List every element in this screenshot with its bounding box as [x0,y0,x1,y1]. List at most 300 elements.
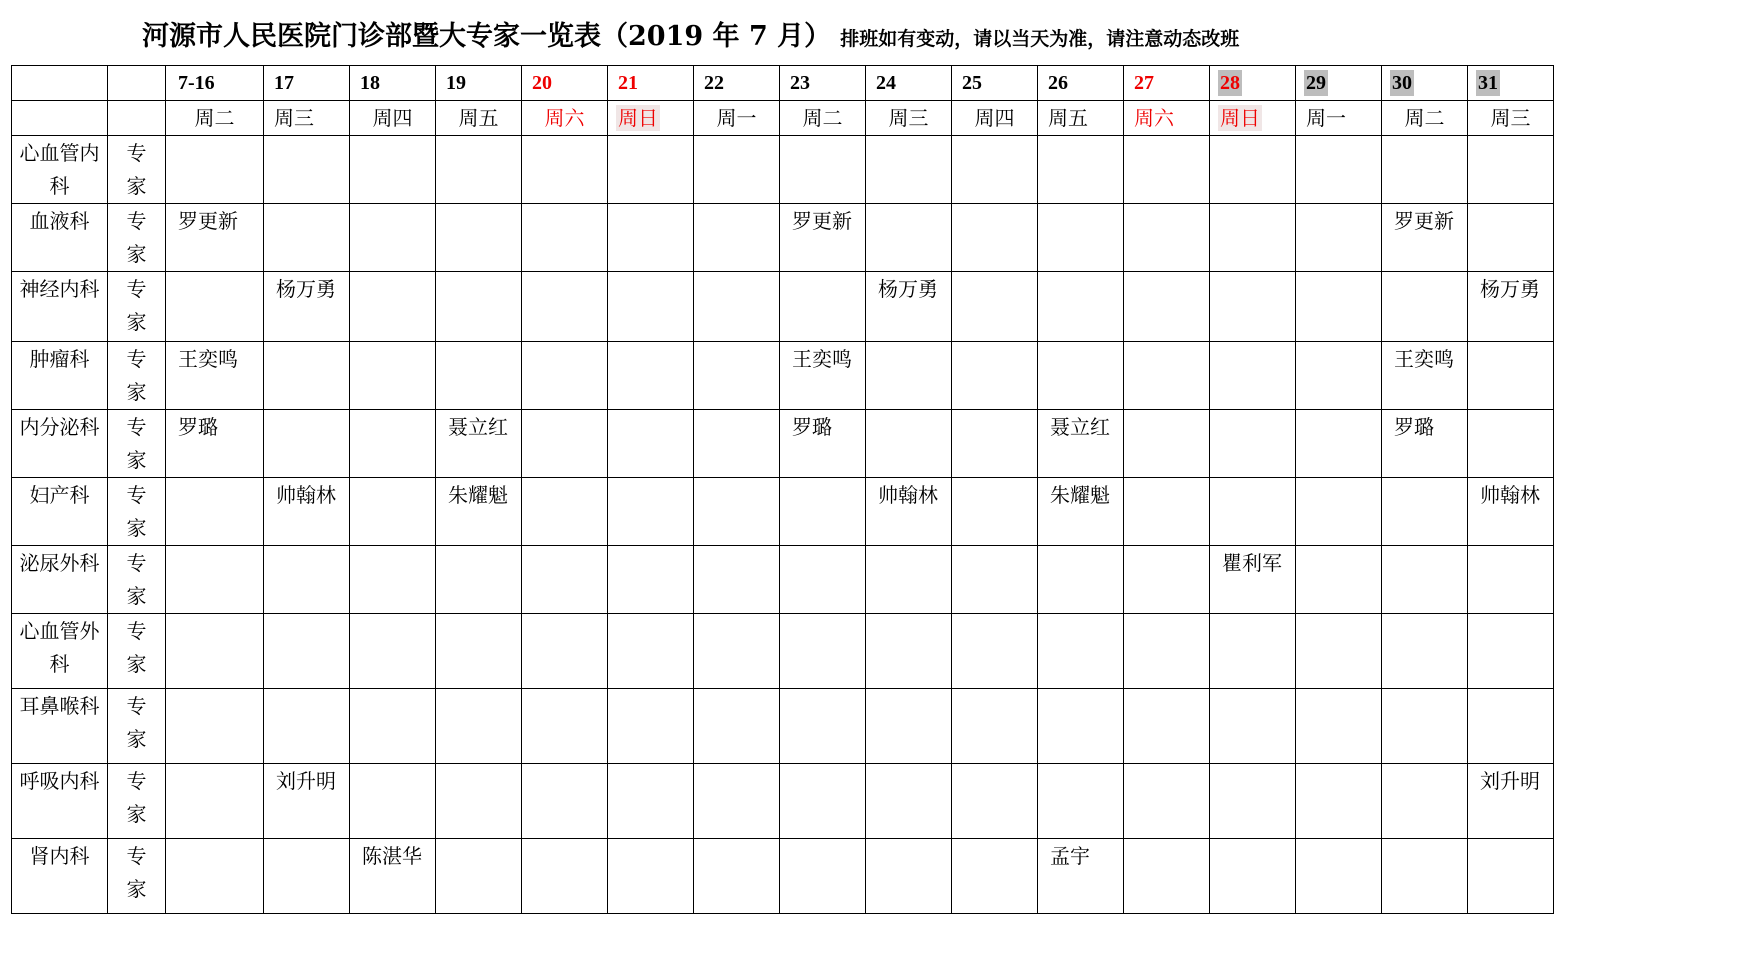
schedule-cell [694,614,780,689]
doctor-name: 朱耀魁 [448,483,508,507]
department-name: 肾内科 [29,844,90,868]
clinic-type-label: 专家 [126,347,147,404]
department-name: 心血管外科 [19,619,100,676]
schedule-cell [1382,478,1468,546]
schedule-cell [264,342,350,410]
schedule-cell [1382,342,1468,410]
schedule-cell [1210,272,1296,342]
schedule-cell [608,546,694,614]
department-cell [12,272,108,342]
doctor-name: 陈湛华 [362,844,422,868]
schedule-cell [264,136,350,204]
schedule-cell [1038,839,1124,914]
schedule-cell [1382,272,1468,342]
schedule-cell [166,839,264,914]
schedule-cell [350,764,436,839]
doctor-name: 罗更新 [792,209,852,233]
doctor-name: 杨万勇 [276,277,336,301]
weekday-header-cell [436,101,522,136]
schedule-cell [608,342,694,410]
date-header-cell [350,66,436,101]
schedule-cell [866,689,952,764]
schedule-cell [1038,764,1124,839]
department-name: 耳鼻喉科 [19,694,100,718]
clinic-type-cell [108,204,166,272]
table-row [12,136,1554,204]
date-label: 28 [1220,72,1240,94]
weekday-header-cell [1038,101,1124,136]
schedule-cell [608,764,694,839]
doctor-name: 聂立红 [1050,415,1110,439]
schedule-cell [1468,204,1554,272]
schedule-cell [780,342,866,410]
schedule-cell [952,342,1038,410]
date-label: 22 [704,72,724,94]
weekday-label: 周六 [1134,106,1174,130]
table-row [12,272,1554,342]
clinic-type-label: 专家 [126,694,147,751]
weekday-label: 周二 [1404,106,1445,130]
date-header-cell [780,66,866,101]
clinic-type-cell [108,342,166,410]
weekday-label: 周日 [618,106,658,130]
schedule-cell [436,204,522,272]
table-row [12,614,1554,689]
schedule-cell [1124,410,1210,478]
schedule-cell [264,689,350,764]
weekday-header-cell [264,101,350,136]
clinic-type-label: 专家 [126,415,147,472]
clinic-type-label: 专家 [126,551,147,608]
clinic-type-label: 专家 [126,141,147,198]
schedule-cell [350,478,436,546]
schedule-cell [522,136,608,204]
date-label: 29 [1306,72,1326,94]
schedule-cell [1382,689,1468,764]
schedule-cell [264,839,350,914]
schedule-cell [166,410,264,478]
table-row [12,546,1554,614]
weekday-header-cell [1210,101,1296,136]
schedule-cell [952,136,1038,204]
department-cell [12,136,108,204]
schedule-cell [780,614,866,689]
schedule-cell [1468,136,1554,204]
schedule-cell [866,764,952,839]
date-label: 30 [1392,72,1412,94]
doctor-name: 瞿利军 [1222,551,1282,575]
schedule-cell [1124,136,1210,204]
schedule-cell [1382,614,1468,689]
department-cell [12,478,108,546]
table-row [12,764,1554,839]
doctor-name: 帅翰林 [1480,483,1540,507]
schedule-cell [866,204,952,272]
date-header-cell [608,66,694,101]
weekday-label: 周三 [1490,106,1531,130]
doctor-name: 帅翰林 [276,483,336,507]
schedule-cell [1210,839,1296,914]
schedule-cell [780,272,866,342]
schedule-cell [350,839,436,914]
schedule-cell [436,410,522,478]
weekday-header-cell [1382,101,1468,136]
schedule-cell [1124,478,1210,546]
schedule-cell [1296,342,1382,410]
schedule-cell [1468,614,1554,689]
date-label: 19 [446,72,466,94]
schedule-cell [166,614,264,689]
schedule-cell [350,410,436,478]
schedule-cell [1038,614,1124,689]
schedule-cell [608,136,694,204]
table-row [12,689,1554,764]
schedule-cell [780,546,866,614]
date-header-cell [1382,66,1468,101]
date-label: 21 [618,72,638,94]
clinic-type-label: 专家 [126,277,147,334]
schedule-cell [694,272,780,342]
schedule-cell [608,614,694,689]
date-header-cell [436,66,522,101]
weekday-label: 周三 [274,106,314,130]
weekday-header-cell [1296,101,1382,136]
schedule-cell [1296,546,1382,614]
schedule-cell [694,478,780,546]
schedule-cell [350,136,436,204]
schedule-cell [166,342,264,410]
schedule-cell [1210,689,1296,764]
date-label: 7-16 [178,72,215,94]
doctor-name: 王奕鸣 [792,347,852,371]
schedule-cell [1124,272,1210,342]
schedule-cell [1296,689,1382,764]
schedule-cell [1124,764,1210,839]
schedule-cell [436,614,522,689]
schedule-cell [952,410,1038,478]
schedule-cell [1124,839,1210,914]
schedule-cell [522,410,608,478]
schedule-cell [694,764,780,839]
schedule-cell [866,410,952,478]
doctor-name: 王奕鸣 [178,347,238,371]
weekday-header-cell [866,101,952,136]
schedule-cell [780,136,866,204]
schedule-cell [694,410,780,478]
table-row [12,204,1554,272]
schedule-cell [1038,342,1124,410]
schedule-cell [780,839,866,914]
schedule-cell [952,689,1038,764]
header-blank-cell [12,101,108,136]
schedule-cell [1210,614,1296,689]
schedule-cell [522,764,608,839]
department-cell [12,410,108,478]
date-header-cell [1468,66,1554,101]
schedule-cell [1296,839,1382,914]
date-header-cell [264,66,350,101]
schedule-cell [1210,764,1296,839]
schedule-cell [436,689,522,764]
date-header-row [12,66,1554,101]
schedule-cell [1468,272,1554,342]
weekday-label: 周四 [974,106,1015,130]
schedule-cell [1468,478,1554,546]
department-cell [12,546,108,614]
weekday-label: 周日 [1220,106,1260,130]
schedule-cell [1124,546,1210,614]
schedule-cell [522,689,608,764]
weekday-header-cell [166,101,264,136]
schedule-cell [1382,839,1468,914]
schedule-cell [350,272,436,342]
weekday-label: 周五 [1048,106,1088,130]
doctor-name: 帅翰林 [878,483,938,507]
doctor-name: 罗璐 [1394,415,1434,439]
schedule-cell [694,546,780,614]
date-header-cell [694,66,780,101]
date-label: 20 [532,72,552,94]
clinic-type-cell [108,136,166,204]
clinic-type-label: 专家 [126,483,147,540]
schedule-cell [608,410,694,478]
date-label: 17 [274,72,294,94]
schedule-cell [264,764,350,839]
doctor-name: 刘升明 [1480,769,1540,793]
weekday-header-cell [350,101,436,136]
doctor-name: 罗璐 [178,415,218,439]
schedule-cell [522,342,608,410]
weekday-label: 周二 [194,106,235,130]
schedule-cell [608,839,694,914]
schedule-cell [350,342,436,410]
department-cell [12,204,108,272]
weekday-header-cell [608,101,694,136]
date-header-cell [1296,66,1382,101]
schedule-cell [166,204,264,272]
schedule-cell [694,839,780,914]
page-title: 河源市人民医院门诊部暨大专家一览表（2019 年 7 月） [142,21,832,52]
schedule-cell [866,614,952,689]
schedule-cell [264,272,350,342]
doctor-name: 杨万勇 [878,277,938,301]
schedule-cell [1210,136,1296,204]
schedule-cell [694,204,780,272]
schedule-cell [1210,342,1296,410]
weekday-header-cell [694,101,780,136]
schedule-cell [1210,546,1296,614]
schedule-cell [608,204,694,272]
header-blank-cell [108,66,166,101]
department-cell [12,839,108,914]
table-row [12,839,1554,914]
date-label: 27 [1134,72,1154,94]
clinic-type-cell [108,478,166,546]
clinic-type-label: 专家 [126,209,147,266]
schedule-cell [780,204,866,272]
department-name: 内分泌科 [19,415,100,439]
weekday-label: 周二 [802,106,843,130]
doctor-name: 朱耀魁 [1050,483,1110,507]
schedule-cell [1210,410,1296,478]
clinic-type-cell [108,764,166,839]
schedule-cell [436,546,522,614]
weekday-label: 周五 [458,106,499,130]
doctor-name: 孟宇 [1050,844,1090,868]
doctor-name: 聂立红 [448,415,508,439]
schedule-cell [866,272,952,342]
department-cell [12,764,108,839]
weekday-header-cell [522,101,608,136]
weekday-header-row [12,101,1554,136]
date-header-cell [866,66,952,101]
clinic-type-cell [108,272,166,342]
weekday-header-cell [952,101,1038,136]
schedule-table [11,65,1554,914]
schedule-cell [1124,689,1210,764]
table-row [12,342,1554,410]
schedule-cell [1296,272,1382,342]
schedule-cell [608,272,694,342]
doctor-name: 王奕鸣 [1394,347,1454,371]
date-header-cell [1124,66,1210,101]
schedule-cell [1296,136,1382,204]
schedule-cell [1382,136,1468,204]
schedule-cell [1210,204,1296,272]
schedule-cell [694,689,780,764]
department-name: 肿瘤科 [29,347,90,371]
header-blank-cell [108,101,166,136]
schedule-cell [1296,410,1382,478]
date-label: 18 [360,72,380,94]
schedule-cell [436,764,522,839]
schedule-cell [522,839,608,914]
schedule-cell [1468,764,1554,839]
schedule-cell [264,204,350,272]
schedule-note: 排班如有变动，请以当天为准，请注意动态改班 [840,28,1240,50]
schedule-cell [1468,689,1554,764]
weekday-label: 周四 [372,106,413,130]
schedule-cell [166,689,264,764]
schedule-cell [264,478,350,546]
weekday-header-cell [1124,101,1210,136]
schedule-cell [952,546,1038,614]
schedule-cell [1038,689,1124,764]
department-cell [12,689,108,764]
department-name: 妇产科 [29,483,90,507]
table-row [12,410,1554,478]
schedule-cell [952,764,1038,839]
schedule-cell [166,546,264,614]
schedule-cell [1296,204,1382,272]
schedule-cell [436,342,522,410]
schedule-cell [436,478,522,546]
clinic-type-label: 专家 [126,844,147,901]
schedule-cell [866,546,952,614]
clinic-type-cell [108,546,166,614]
department-name: 泌尿外科 [19,551,100,575]
schedule-cell [166,478,264,546]
department-name: 血液科 [29,209,90,233]
schedule-cell [166,764,264,839]
schedule-cell [608,478,694,546]
schedule-cell [780,410,866,478]
schedule-cell [1210,478,1296,546]
schedule-cell [522,204,608,272]
date-label: 25 [962,72,982,94]
schedule-cell [522,614,608,689]
schedule-cell [1038,136,1124,204]
weekday-label: 周三 [888,106,929,130]
schedule-cell [1296,478,1382,546]
schedule-cell [866,478,952,546]
title-line [142,14,1239,53]
schedule-cell [952,614,1038,689]
date-label: 26 [1048,72,1068,94]
schedule-cell [522,478,608,546]
schedule-cell [350,614,436,689]
doctor-name: 罗更新 [1394,209,1454,233]
doctor-name: 刘升明 [276,769,336,793]
schedule-cell [1124,342,1210,410]
schedule-cell [522,272,608,342]
weekday-header-cell [1468,101,1554,136]
date-header-cell [522,66,608,101]
department-name: 神经内科 [19,277,100,301]
weekday-header-cell [780,101,866,136]
schedule-cell [780,478,866,546]
doctor-name: 罗璐 [792,415,832,439]
table-row [12,478,1554,546]
department-name: 心血管内科 [19,141,100,198]
schedule-cell [1296,614,1382,689]
clinic-type-cell [108,689,166,764]
schedule-cell [1382,764,1468,839]
weekday-label: 周一 [716,106,757,130]
schedule-cell [264,546,350,614]
clinic-type-cell [108,614,166,689]
schedule-cell [694,136,780,204]
schedule-cell [866,342,952,410]
schedule-cell [350,204,436,272]
department-cell [12,342,108,410]
header-blank-cell [12,66,108,101]
schedule-cell [1382,546,1468,614]
date-header-cell [952,66,1038,101]
date-label: 24 [876,72,896,94]
schedule-cell [1038,546,1124,614]
schedule-cell [436,136,522,204]
schedule-cell [780,689,866,764]
doctor-name: 杨万勇 [1480,277,1540,301]
schedule-cell [522,546,608,614]
date-header-cell [1210,66,1296,101]
schedule-cell [952,204,1038,272]
clinic-type-label: 专家 [126,619,147,676]
schedule-cell [166,136,264,204]
schedule-cell [1468,546,1554,614]
schedule-cell [1038,478,1124,546]
date-header-cell [166,66,264,101]
schedule-cell [264,410,350,478]
schedule-cell [436,272,522,342]
schedule-cell [952,839,1038,914]
department-cell [12,614,108,689]
schedule-cell [166,272,264,342]
schedule-cell [1468,839,1554,914]
schedule-cell [952,272,1038,342]
schedule-cell [608,689,694,764]
